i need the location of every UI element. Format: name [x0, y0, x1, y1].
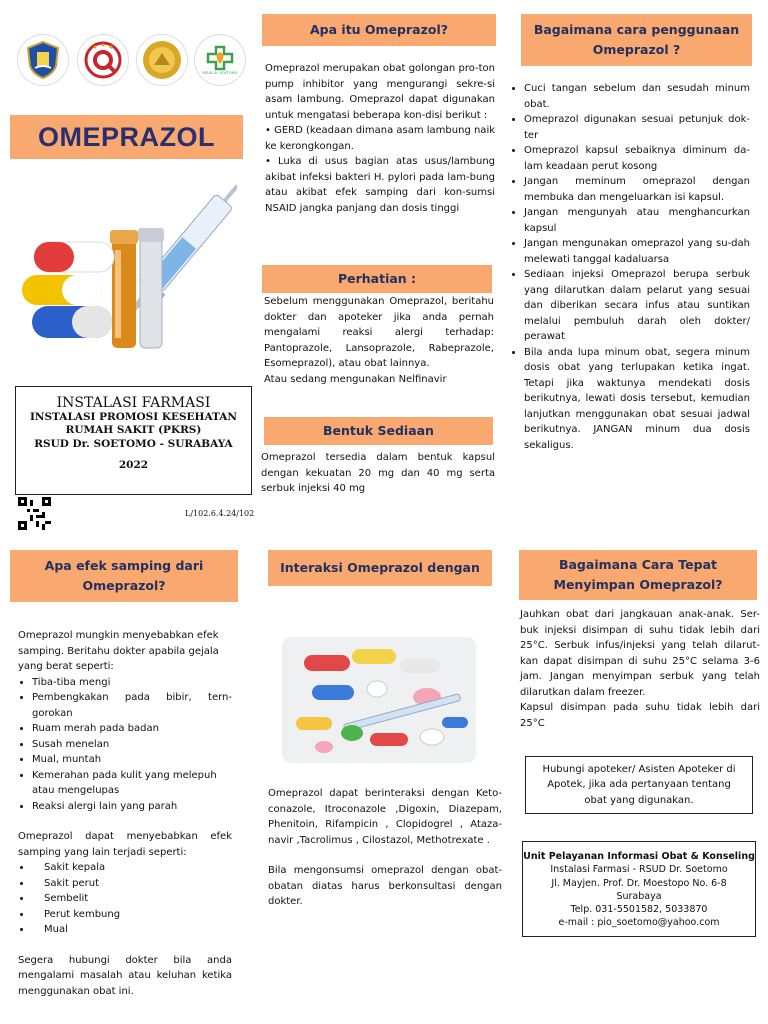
interaction-header-label: Interaksi Omeprazol dengan: [280, 560, 480, 575]
list-item: • Jangan mengunakan omeprazol yang su-dah melewati tanggal kadaluarsa: [524, 236, 750, 267]
assorted-pills-icon: [282, 637, 476, 763]
q-badge-icon: [83, 40, 123, 80]
list-item: • Tiba-tiba mengi: [32, 675, 232, 691]
gold-accreditation-logo: [136, 34, 188, 86]
list-item: • Sediaan injeksi Omeprazol berupa serbuk yang dilarutkan dalam pelarut yang sesuai dan diberikan secara infus atau suntikan melalui pembuluh darah oleh dokter/ perawat: [524, 267, 750, 345]
title-banner: [10, 115, 243, 159]
storage-header-label: Bagaimana Cara Tepat Menyimpan Omeprazol?: [553, 557, 723, 592]
inst-year: 2022: [118, 459, 149, 471]
logo-caption: RSUD Dr. SOETOMO: [202, 71, 238, 75]
document-code: L/102.6.4.24/102: [185, 509, 255, 518]
what-intro: Omeprazol merupakan obat golongan pro-ton pump inhibitor yang mengurangi sekre-si asam lambung. Omeprazol dapat digunakan untuk mengatasi beberapa kon-disi berikut :: [265, 63, 495, 121]
attention-text: Sebelum menggunakan Omeprazol, beritahu dokter dan apoteker jika anda pernah mengalami reaksi alergi terhadap: Pantoprazole, Lansoprazole, Rabeprazole, Esomeprazol), atau obat lainnya.: [264, 296, 494, 369]
unit-line5: e-mail : pio_soetomo@yahoo.com: [558, 917, 720, 929]
what-header-label: Apa itu Omeprazol?: [310, 22, 448, 37]
side-effects-header-label: Apa efek samping dari Omeprazol?: [44, 558, 204, 593]
contact-note: Hubungi apoteker/ Asisten Apoteker di Apotek, jika ada pertanyaan tentang obat yang digunakan.: [542, 763, 736, 806]
unit-line3: Surabaya: [616, 890, 662, 902]
list-item: • Luka di usus bagian atas usus/lambung akibat infeksi bakteri H. pylori pada lam-bung atau akibat efek samping dari kon-sumsi NSAID jangka panjang dan dosis tinggi: [265, 156, 496, 214]
qr-code: [18, 497, 51, 530]
list-item: • Omeprazol digunakan sesuai petunjuk dok-ter: [524, 112, 750, 143]
unit-line2: Jl. Mayjen. Prof. Dr. Moestopo No. 6-8: [551, 877, 727, 889]
side-intro-2: Omeprazol dapat menyebabkan efek samping yang lain terjadi seperti:: [18, 831, 232, 858]
unit-line1: Instalasi Farmasi - RSUD Dr. Soetomo: [550, 864, 728, 876]
list-item: • Pembengkakan pada bibir, tern-gorokan: [32, 690, 232, 721]
use-header-label: Bagaimana cara penggunaan Omeprazol ?: [533, 22, 740, 57]
storage-header: [519, 550, 757, 600]
contact-note-box: [525, 756, 753, 814]
inst-line3: RUMAH SAKIT (PKRS): [65, 424, 202, 436]
green-cross-icon: [205, 45, 235, 71]
hospital-q-logo: [77, 34, 129, 86]
interaction-header: [268, 550, 492, 586]
page-title: OMEPRAZOL: [38, 121, 215, 152]
list-item: • Sembelit: [32, 891, 232, 907]
pills-photo: [282, 637, 476, 763]
list-item: • Reaksi alergi lain yang parah: [32, 799, 232, 815]
list-item: • Cuci tangan sebelum dan sesudah minum obat.: [524, 81, 750, 112]
side-list: [18, 675, 232, 815]
storage-section: [520, 607, 760, 731]
rsud-soetomo-logo: [194, 34, 246, 86]
side-list-2: [18, 860, 232, 938]
use-section: [510, 81, 750, 453]
list-item: • Ruam merah pada badan: [32, 721, 232, 737]
attention-text-2: Atau sedang mengunakan Nelfinavir: [264, 373, 447, 385]
institution-box: [15, 386, 252, 495]
side-effects-section: [18, 628, 232, 999]
medicine-illustration: [22, 180, 237, 360]
qr-code-icon: [18, 497, 51, 530]
east-java-logo: [17, 34, 69, 86]
list-item: • Susah menelan: [32, 737, 232, 753]
list-item: • Jangan meminum omeprazol dengan membuka dan mengeluarkan isi kapsul.: [524, 174, 750, 205]
inst-line4: RSUD Dr. SOETOMO - SURABAYA: [34, 438, 233, 450]
list-item: • Sakit kepala: [32, 860, 232, 876]
what-section: [265, 61, 495, 216]
use-list: [510, 81, 750, 453]
storage-text-2: Kapsul disimpan pada suhu tidak lebih dari 25°C: [520, 702, 760, 729]
attention-header-label: Perhatian :: [337, 271, 417, 286]
inst-line2: INSTALASI PROMOSI KESEHATAN: [29, 411, 238, 423]
use-header: [521, 14, 752, 66]
list-item: • Omeprazol kapsul sebaiknya diminum da-lam keadaan perut kosong: [524, 143, 750, 174]
list-item: • GERD (keadaan dimana asam lambung naik ke kerongkongan.: [265, 125, 496, 152]
list-item: • Perut kembung: [32, 907, 232, 923]
list-item: • Sakit perut: [32, 876, 232, 892]
storage-text: Jauhkan obat dari jangkauan anak-anak. Ser-buk injeksi disimpan di suhu tidak lebih dari 25°C. Serbuk infus/injeksi yang telah dilarut-kan dapat disimpan di suhu 25°C selama 3-6 jam. Jangan menyimpan serbuk yang telah dilarutkan dalam freezer.: [520, 609, 760, 698]
gold-medal-icon: [141, 39, 183, 81]
what-header: [262, 14, 496, 46]
what-list: [265, 123, 495, 216]
form-header-label: Bentuk Sediaan: [323, 423, 434, 438]
unit-info-box: [522, 841, 756, 937]
pills-vials-syringe-icon: [22, 180, 237, 360]
shield-emblem-icon: [25, 40, 61, 80]
side-intro: Omeprazol mungkin menyebabkan efek samping. Beritahu dokter apabila gejala yang berat seperti:: [18, 630, 219, 672]
interaction-text: Omeprazol dapat berinteraksi dengan Keto-conazole, Itroconazole ,Digoxin, Diazepam, Phenitoin, Rifampicin , Clopidogrel , Ataza-navir ,Tacrolimus , Cilostazol, Methotrexate .: [268, 788, 502, 846]
unit-line4: Telp. 031-5501582, 5033870: [570, 904, 708, 916]
list-item: • Mual, muntah: [32, 752, 232, 768]
list-item: • Jangan mengunyah atau menghancurkan kapsul: [524, 205, 750, 236]
list-item: • Kemerahan pada kulit yang melepuh atau mengelupas: [32, 768, 232, 799]
form-header: [264, 417, 493, 445]
side-effects-header: [10, 550, 238, 602]
attention-header: [262, 265, 492, 293]
side-outro: Segera hubungi dokter bila anda mengalami masalah atau keluhan ketika menggunakan obat ini.: [18, 954, 232, 997]
list-item: • Mual: [32, 922, 232, 938]
interaction-section: [268, 786, 502, 910]
list-item: • Bila anda lupa minum obat, segera minum dosis obat yang terlupakan ketika ingat. Tetapi jika waktunya mendekati dosis berikutnya, lewati dosis tersebut, kemudian lanjutkan menggunakan obat sesuai jadwal berikutnya. JANGAN minum dua dosis sekaligus.: [524, 345, 750, 454]
inst-line1: INSTALASI FARMASI: [56, 395, 211, 411]
form-text: Omeprazol tersedia dalam bentuk kapsul dengan kekuatan 20 mg dan 40 mg serta serbuk injeksi 40 mg: [261, 452, 495, 494]
interaction-text-2: Bila mengonsumsi omeprazol dengan obat-obatan diatas harus berkonsultasi dengan dokter.: [268, 865, 502, 907]
unit-title: Unit Pelayanan Informasi Obat & Konseling: [523, 851, 755, 862]
attention-section: [264, 294, 494, 387]
